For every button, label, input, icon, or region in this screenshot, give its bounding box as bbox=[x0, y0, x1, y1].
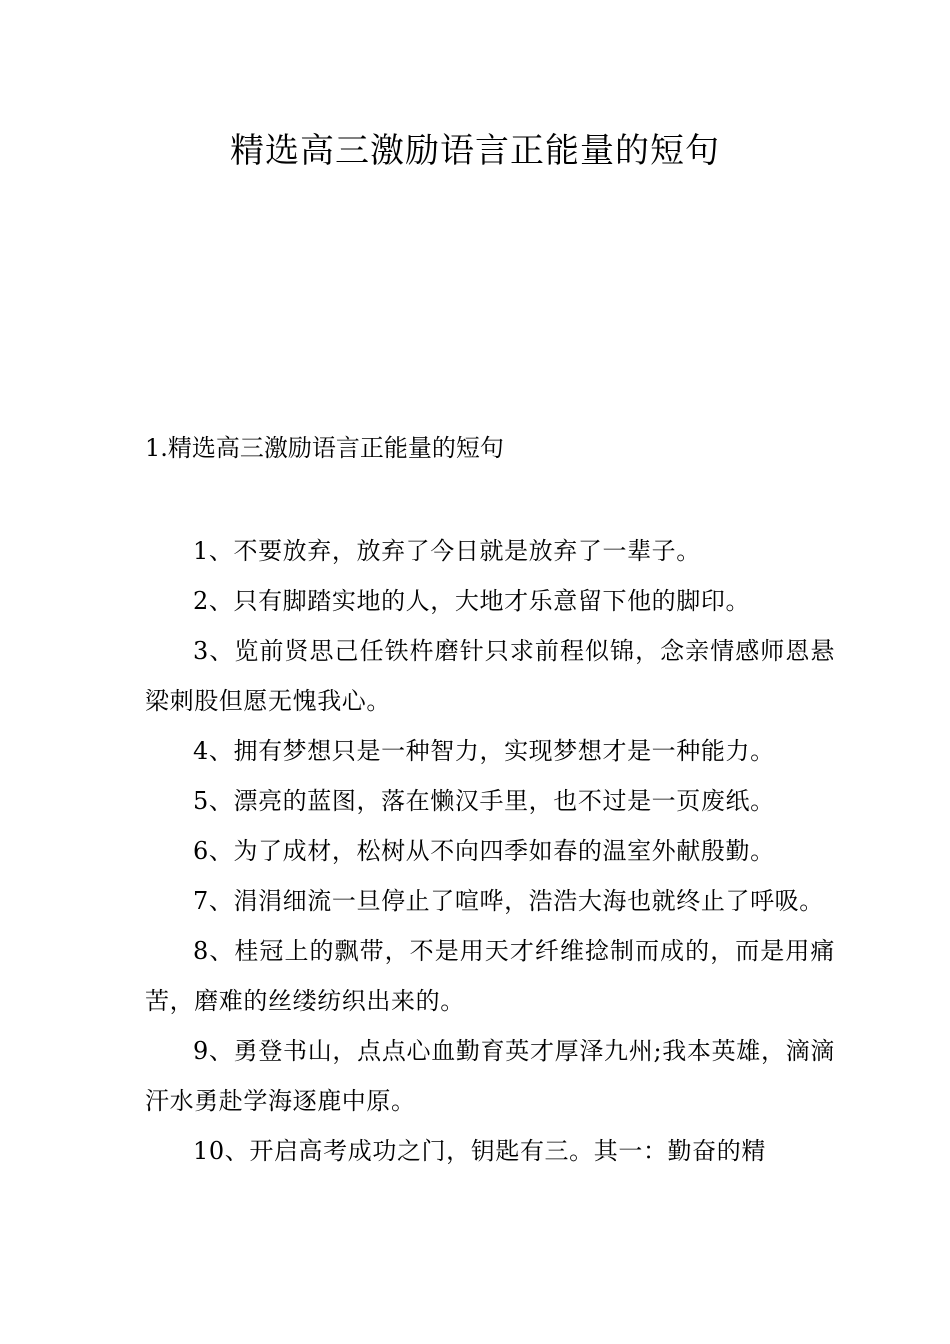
quote-item-9: 9、勇登书山，点点心血勤育英才厚泽九州;我本英雄，滴滴汗水勇赴学海逐鹿中原。 bbox=[145, 1037, 835, 1115]
quote-item-10: 10、开启高考成功之门，钥匙有三。其一：勤奋的精 bbox=[193, 1137, 766, 1165]
section-heading: 1.精选高三激励语言正能量的短句 bbox=[145, 434, 504, 462]
quote-item-6: 6、为了成材，松树从不向四季如春的温室外献殷勤。 bbox=[193, 837, 775, 865]
quote-item-4: 4、拥有梦想只是一种智力，实现梦想才是一种能力。 bbox=[193, 737, 775, 765]
quote-item-2: 2、只有脚踏实地的人，大地才乐意留下他的脚印。 bbox=[193, 587, 751, 615]
quote-list bbox=[145, 526, 835, 1176]
document-title: 精选高三激励语言正能量的短句 bbox=[230, 131, 720, 171]
quote-item-7: 7、涓涓细流一旦停止了喧哗，浩浩大海也就终止了呼吸。 bbox=[193, 887, 824, 915]
quote-item-1: 1、不要放弃，放弃了今日就是放弃了一辈子。 bbox=[193, 537, 701, 565]
quote-item-5: 5、漂亮的蓝图，落在懒汉手里，也不过是一页废纸。 bbox=[193, 787, 775, 815]
quote-item-8: 8、桂冠上的飘带，不是用天才纤维捻制而成的，而是用痛苦，磨难的丝缕纺织出来的。 bbox=[145, 937, 835, 1015]
quote-item-3: 3、览前贤思己任铁杵磨针只求前程似锦，念亲情感师恩悬梁刺股但愿无愧我心。 bbox=[145, 637, 835, 715]
